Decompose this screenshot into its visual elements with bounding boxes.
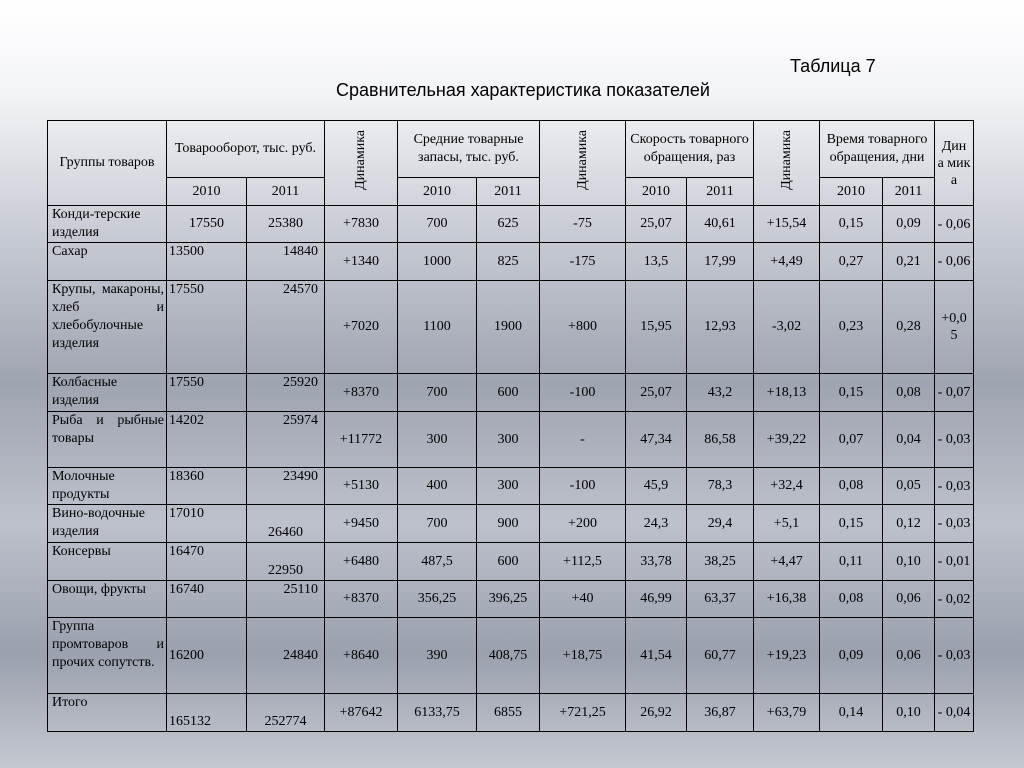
cell-turnover-2010: 16740	[167, 581, 247, 618]
cell-speed-2011: 12,93	[687, 281, 754, 374]
cell-dynamics-stocks: -100	[540, 468, 626, 505]
cell-speed-2010: 46,99	[626, 581, 687, 618]
cell-speed-2011: 78,3	[687, 468, 754, 505]
cell-stocks-2010: 1000	[398, 243, 477, 281]
cell-turnover-2011: 24840	[247, 618, 325, 694]
cell-dynamics-stocks: +18,75	[540, 618, 626, 694]
cell-stocks-2011: 300	[477, 468, 540, 505]
cell-time-2010: 0,14	[820, 694, 883, 732]
header-stocks-2011: 2011	[477, 178, 540, 206]
comparison-table	[47, 120, 974, 732]
cell-turnover-2011: 25110	[247, 581, 325, 618]
header-turnover-2011: 2011	[247, 178, 325, 206]
cell-speed-2010: 25,07	[626, 374, 687, 412]
cell-speed-2011: 36,87	[687, 694, 754, 732]
cell-dynamics-speed: +5,1	[754, 505, 820, 543]
row-group-label: Молочные продукты	[48, 468, 167, 505]
cell-dynamics-stocks: -75	[540, 206, 626, 243]
header-dynamics-stocks: Динамика	[540, 121, 626, 206]
cell-time-2011: 0,28	[883, 281, 935, 374]
cell-dynamics-speed: +19,23	[754, 618, 820, 694]
cell-stocks-2010: 1100	[398, 281, 477, 374]
cell-time-2011: 0,06	[883, 618, 935, 694]
header-dynamics-turnover: Динамика	[325, 121, 398, 206]
table-row	[48, 618, 974, 694]
cell-dynamics-time: - 0,01	[935, 543, 974, 581]
header-time-2011: 2011	[883, 178, 935, 206]
cell-speed-2011: 43,2	[687, 374, 754, 412]
cell-turnover-2011: 25920	[247, 374, 325, 412]
cell-dynamics-time: - 0,03	[935, 505, 974, 543]
cell-time-2011: 0,12	[883, 505, 935, 543]
cell-stocks-2010: 300	[398, 412, 477, 468]
cell-speed-2010: 26,92	[626, 694, 687, 732]
cell-stocks-2011: 300	[477, 412, 540, 468]
cell-dynamics-stocks: +721,25	[540, 694, 626, 732]
cell-turnover-2010: 17010	[167, 505, 247, 543]
cell-time-2011: 0,21	[883, 243, 935, 281]
table-row	[48, 412, 974, 468]
cell-turnover-2011: 252774	[247, 694, 325, 732]
cell-dynamics-turnover: +9450	[325, 505, 398, 543]
cell-dynamics-time: - 0,03	[935, 412, 974, 468]
cell-turnover-2011: 24570	[247, 281, 325, 374]
cell-time-2010: 0,11	[820, 543, 883, 581]
cell-speed-2010: 13,5	[626, 243, 687, 281]
cell-time-2010: 0,09	[820, 618, 883, 694]
header-dynamics-time: Дин а мик а	[935, 121, 974, 206]
row-group-label: Рыба и рыбные товары	[48, 412, 167, 468]
row-group-label: Овощи, фрукты	[48, 581, 167, 618]
cell-speed-2010: 24,3	[626, 505, 687, 543]
cell-stocks-2011: 600	[477, 543, 540, 581]
cell-speed-2010: 25,07	[626, 206, 687, 243]
header-turnover: Товарооборот, тыс. руб.	[167, 121, 325, 178]
cell-dynamics-turnover: +11772	[325, 412, 398, 468]
cell-stocks-2011: 396,25	[477, 581, 540, 618]
cell-dynamics-time: - 0,04	[935, 694, 974, 732]
cell-time-2011: 0,05	[883, 468, 935, 505]
table-row	[48, 581, 974, 618]
cell-turnover-2011: 23490	[247, 468, 325, 505]
cell-speed-2011: 17,99	[687, 243, 754, 281]
cell-stocks-2011: 625	[477, 206, 540, 243]
cell-time-2011: 0,10	[883, 543, 935, 581]
cell-time-2010: 0,07	[820, 412, 883, 468]
cell-speed-2010: 15,95	[626, 281, 687, 374]
cell-turnover-2011: 25974	[247, 412, 325, 468]
cell-dynamics-stocks: +800	[540, 281, 626, 374]
cell-turnover-2010: 165132	[167, 694, 247, 732]
header-turnover-2010: 2010	[167, 178, 247, 206]
cell-stocks-2011: 6855	[477, 694, 540, 732]
header-speed-2011: 2011	[687, 178, 754, 206]
cell-time-2011: 0,09	[883, 206, 935, 243]
cell-dynamics-stocks: -100	[540, 374, 626, 412]
cell-dynamics-time: - 0,03	[935, 618, 974, 694]
header-stocks: Средние товарные запасы, тыс. руб.	[398, 121, 540, 178]
cell-turnover-2010: 16200	[167, 618, 247, 694]
cell-dynamics-time: - 0,06	[935, 243, 974, 281]
cell-speed-2010: 41,54	[626, 618, 687, 694]
cell-dynamics-speed: +16,38	[754, 581, 820, 618]
cell-stocks-2010: 700	[398, 206, 477, 243]
cell-time-2010: 0,15	[820, 374, 883, 412]
cell-turnover-2010: 13500	[167, 243, 247, 281]
table-row	[48, 543, 974, 581]
cell-stocks-2011: 408,75	[477, 618, 540, 694]
cell-turnover-2010: 17550	[167, 374, 247, 412]
cell-stocks-2011: 600	[477, 374, 540, 412]
cell-dynamics-time: +0,0 5	[935, 281, 974, 374]
cell-dynamics-speed: +39,22	[754, 412, 820, 468]
cell-dynamics-turnover: +6480	[325, 543, 398, 581]
cell-time-2010: 0,15	[820, 206, 883, 243]
cell-stocks-2011: 900	[477, 505, 540, 543]
cell-time-2011: 0,08	[883, 374, 935, 412]
row-group-label: Консервы	[48, 543, 167, 581]
cell-turnover-2011: 14840	[247, 243, 325, 281]
cell-turnover-2010: 16470	[167, 543, 247, 581]
cell-dynamics-speed: +18,13	[754, 374, 820, 412]
table-row	[48, 281, 974, 374]
cell-dynamics-turnover: +8640	[325, 618, 398, 694]
row-group-label: Итого	[48, 694, 167, 732]
cell-dynamics-turnover: +7020	[325, 281, 398, 374]
row-group-label: Конди-терские изделия	[48, 206, 167, 243]
table-row	[48, 243, 974, 281]
cell-turnover-2010: 17550	[167, 206, 247, 243]
cell-dynamics-speed: +32,4	[754, 468, 820, 505]
table-row	[48, 505, 974, 543]
cell-dynamics-turnover: +5130	[325, 468, 398, 505]
cell-stocks-2011: 825	[477, 243, 540, 281]
cell-speed-2011: 38,25	[687, 543, 754, 581]
cell-time-2011: 0,04	[883, 412, 935, 468]
header-speed: Скорость товарного обращения, раз	[626, 121, 754, 178]
header-time-2010: 2010	[820, 178, 883, 206]
cell-stocks-2011: 1900	[477, 281, 540, 374]
cell-dynamics-stocks: -175	[540, 243, 626, 281]
cell-dynamics-stocks: +40	[540, 581, 626, 618]
header-row-1	[48, 121, 974, 178]
table-row	[48, 206, 974, 243]
cell-turnover-2010: 17550	[167, 281, 247, 374]
cell-stocks-2010: 356,25	[398, 581, 477, 618]
cell-speed-2010: 45,9	[626, 468, 687, 505]
header-groups: Группы товаров	[48, 121, 167, 206]
cell-stocks-2010: 400	[398, 468, 477, 505]
cell-dynamics-turnover: +8370	[325, 581, 398, 618]
header-stocks-2010: 2010	[398, 178, 477, 206]
row-group-label: Вино-водочные изделия	[48, 505, 167, 543]
cell-turnover-2011: 25380	[247, 206, 325, 243]
cell-dynamics-time: - 0,07	[935, 374, 974, 412]
cell-time-2010: 0,08	[820, 581, 883, 618]
cell-time-2011: 0,06	[883, 581, 935, 618]
cell-dynamics-speed: +15,54	[754, 206, 820, 243]
row-group-label: Группа промтоваров и прочих сопутств.	[48, 618, 167, 694]
header-speed-2010: 2010	[626, 178, 687, 206]
cell-turnover-2010: 18360	[167, 468, 247, 505]
cell-speed-2011: 40,61	[687, 206, 754, 243]
header-row-2	[48, 178, 974, 206]
cell-time-2010: 0,23	[820, 281, 883, 374]
cell-time-2011: 0,10	[883, 694, 935, 732]
cell-stocks-2010: 390	[398, 618, 477, 694]
header-time: Время товарного обращения, дни	[820, 121, 935, 178]
cell-time-2010: 0,27	[820, 243, 883, 281]
row-group-label: Крупы, макароны, хлеб и хлебобулочные изделия	[48, 281, 167, 374]
cell-stocks-2010: 700	[398, 374, 477, 412]
table-row	[48, 468, 974, 505]
cell-stocks-2010: 487,5	[398, 543, 477, 581]
row-group-label: Сахар	[48, 243, 167, 281]
cell-dynamics-stocks: +200	[540, 505, 626, 543]
cell-stocks-2010: 700	[398, 505, 477, 543]
cell-dynamics-turnover: +87642	[325, 694, 398, 732]
cell-dynamics-turnover: +1340	[325, 243, 398, 281]
cell-speed-2011: 86,58	[687, 412, 754, 468]
cell-speed-2010: 47,34	[626, 412, 687, 468]
row-group-label: Колбасные изделия	[48, 374, 167, 412]
cell-dynamics-stocks: -	[540, 412, 626, 468]
cell-turnover-2011: 22950	[247, 543, 325, 581]
cell-dynamics-time: - 0,06	[935, 206, 974, 243]
cell-dynamics-speed: +4,47	[754, 543, 820, 581]
table-number: Таблица 7	[790, 56, 876, 76]
cell-dynamics-time: - 0,02	[935, 581, 974, 618]
cell-speed-2010: 33,78	[626, 543, 687, 581]
cell-dynamics-stocks: +112,5	[540, 543, 626, 581]
cell-time-2010: 0,08	[820, 468, 883, 505]
header-dynamics-speed: Динамика	[754, 121, 820, 206]
cell-time-2010: 0,15	[820, 505, 883, 543]
cell-dynamics-time: - 0,03	[935, 468, 974, 505]
table-row	[48, 374, 974, 412]
cell-dynamics-speed: +63,79	[754, 694, 820, 732]
cell-stocks-2010: 6133,75	[398, 694, 477, 732]
cell-dynamics-turnover: +8370	[325, 374, 398, 412]
cell-turnover-2011: 26460	[247, 505, 325, 543]
cell-speed-2011: 60,77	[687, 618, 754, 694]
cell-dynamics-turnover: +7830	[325, 206, 398, 243]
table-row-total	[48, 694, 974, 732]
cell-dynamics-speed: -3,02	[754, 281, 820, 374]
cell-speed-2011: 63,37	[687, 581, 754, 618]
cell-turnover-2010: 14202	[167, 412, 247, 468]
table-title: Сравнительная характеристика показателей	[336, 80, 710, 100]
cell-dynamics-speed: +4,49	[754, 243, 820, 281]
cell-speed-2011: 29,4	[687, 505, 754, 543]
